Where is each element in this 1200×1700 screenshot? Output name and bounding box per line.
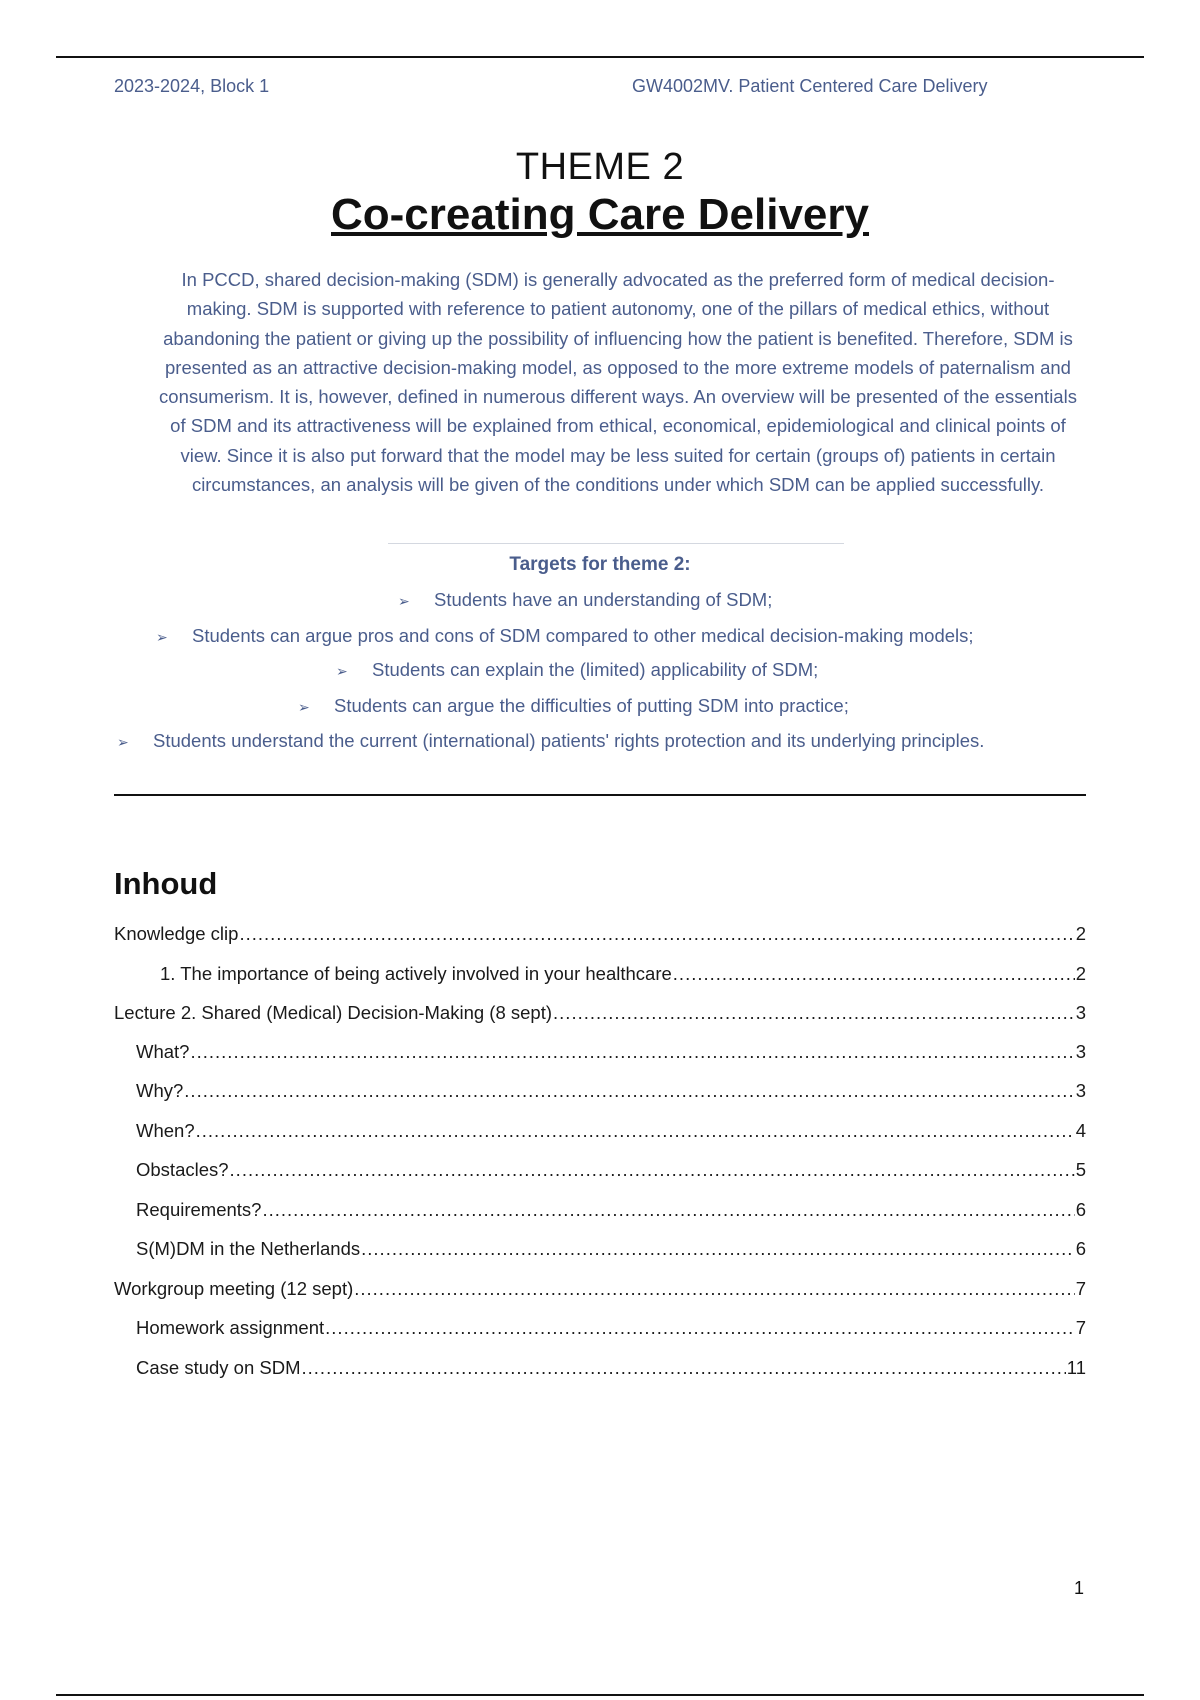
target-item	[117, 730, 984, 752]
target-item	[156, 625, 974, 647]
toc-entry[interactable]	[136, 1080, 1086, 1102]
separator-thick	[114, 794, 1086, 796]
toc-entry-title: When?	[136, 1120, 195, 1141]
toc-leader-dots	[230, 1159, 1075, 1181]
target-item	[298, 695, 849, 717]
target-item	[336, 659, 818, 681]
arrow-bullet-icon: ➢	[336, 663, 348, 679]
toc-entry-page: 3	[1075, 1002, 1086, 1023]
toc-entry-page: 3	[1075, 1080, 1086, 1101]
toc-entry-title: Workgroup meeting (12 sept)	[114, 1278, 354, 1299]
toc-entry-title: Knowledge clip	[114, 923, 239, 944]
toc-heading: Inhoud	[114, 866, 218, 901]
toc-entry-title: What?	[136, 1041, 190, 1062]
toc-entry-page: 7	[1075, 1317, 1086, 1338]
toc-entry[interactable]	[136, 1041, 1086, 1063]
toc-leader-dots	[361, 1238, 1075, 1260]
target-text: Students can argue the difficulties of putting SDM into practice;	[334, 695, 849, 716]
toc-leader-dots	[673, 963, 1075, 985]
toc-entry-page: 6	[1075, 1238, 1086, 1259]
toc-leader-dots	[184, 1080, 1074, 1102]
toc-leader-dots	[302, 1357, 1066, 1379]
toc-entry-page: 2	[1075, 963, 1086, 984]
toc-entry[interactable]	[136, 1199, 1086, 1221]
toc-entry[interactable]	[136, 1357, 1086, 1379]
separator-thin	[388, 543, 844, 544]
toc-entry-page: 2	[1075, 923, 1086, 944]
toc-entry-title: Case study on SDM	[136, 1357, 301, 1378]
toc-leader-dots	[354, 1278, 1074, 1300]
toc-entry[interactable]	[114, 923, 1086, 945]
toc-leader-dots	[262, 1199, 1074, 1221]
toc-entry-title: Lecture 2. Shared (Medical) Decision-Making (8 sept)	[114, 1002, 553, 1023]
target-text: Students have an understanding of SDM;	[434, 589, 773, 610]
toc-leader-dots	[325, 1317, 1075, 1339]
toc-entry-title: S(M)DM in the Netherlands	[136, 1238, 361, 1259]
arrow-bullet-icon: ➢	[398, 593, 410, 609]
toc-entry[interactable]	[114, 1278, 1086, 1300]
header-course: GW4002MV. Patient Centered Care Delivery	[632, 76, 988, 96]
toc-entry[interactable]	[136, 1159, 1086, 1181]
intro-paragraph: In PCCD, shared decision-making (SDM) is generally advocated as the preferred form of medical decision-making. SDM is supported with reference to patient autonomy, one of the pillars of medical ethics, without abandoning the patient or giving up the possibility of influencing how the patient is benefited. Therefore, SDM is presented as an attractive decision-making model, as opposed to the more extreme models of paternalism and consumerism. It is, however, defined in numerous different ways. An overview will be presented of the essentials of SDM and its attractiveness will be explained from ethical, economical, epidemiological and clinical points of view. Since it is also put forward that the model may be less suited for certain (groups of) patients in certain circumstances, an analysis will be given of the conditions under which SDM can be applied successfully.	[159, 269, 1077, 496]
toc-leader-dots	[190, 1041, 1074, 1063]
toc-leader-dots	[196, 1120, 1075, 1142]
bottom-rule	[56, 1694, 1144, 1696]
toc-entry[interactable]	[160, 963, 1086, 985]
toc-entry-page: 4	[1075, 1120, 1086, 1141]
toc-entry[interactable]	[114, 1002, 1086, 1024]
arrow-bullet-icon: ➢	[117, 734, 129, 750]
toc-entry[interactable]	[136, 1317, 1086, 1339]
target-text: Students can explain the (limited) applicability of SDM;	[372, 659, 819, 680]
toc-entry-title: Why?	[136, 1080, 184, 1101]
toc-entry[interactable]	[136, 1238, 1086, 1260]
arrow-bullet-icon: ➢	[298, 699, 310, 715]
target-text: Students can argue pros and cons of SDM compared to other medical decision-making models;	[192, 625, 974, 646]
toc-entry-page: 6	[1075, 1199, 1086, 1220]
toc-entry-page: 5	[1075, 1159, 1086, 1180]
theme-title: Co-creating Care Delivery	[331, 190, 869, 239]
toc-entry-title: 1. The importance of being actively involved in your healthcare	[160, 963, 672, 984]
top-rule	[56, 56, 1144, 58]
toc-entry-page: 7	[1075, 1278, 1086, 1299]
page-number: 1	[1074, 1578, 1085, 1598]
target-text: Students understand the current (international) patients' rights protection and its underlying principles.	[153, 730, 985, 751]
toc-entry-title: Obstacles?	[136, 1159, 229, 1180]
target-item	[398, 589, 772, 611]
targets-title: Targets for theme 2:	[509, 554, 691, 575]
toc-entry-page: 3	[1075, 1041, 1086, 1062]
toc-entry-page: 11	[1066, 1357, 1086, 1378]
theme-label: THEME 2	[515, 146, 685, 188]
arrow-bullet-icon: ➢	[156, 629, 168, 645]
toc-entry[interactable]	[136, 1120, 1086, 1142]
toc-leader-dots	[239, 923, 1074, 945]
header-term: 2023-2024, Block 1	[114, 76, 270, 96]
toc-leader-dots	[553, 1002, 1075, 1024]
toc-entry-title: Homework assignment	[136, 1317, 325, 1338]
toc-entry-title: Requirements?	[136, 1199, 262, 1220]
